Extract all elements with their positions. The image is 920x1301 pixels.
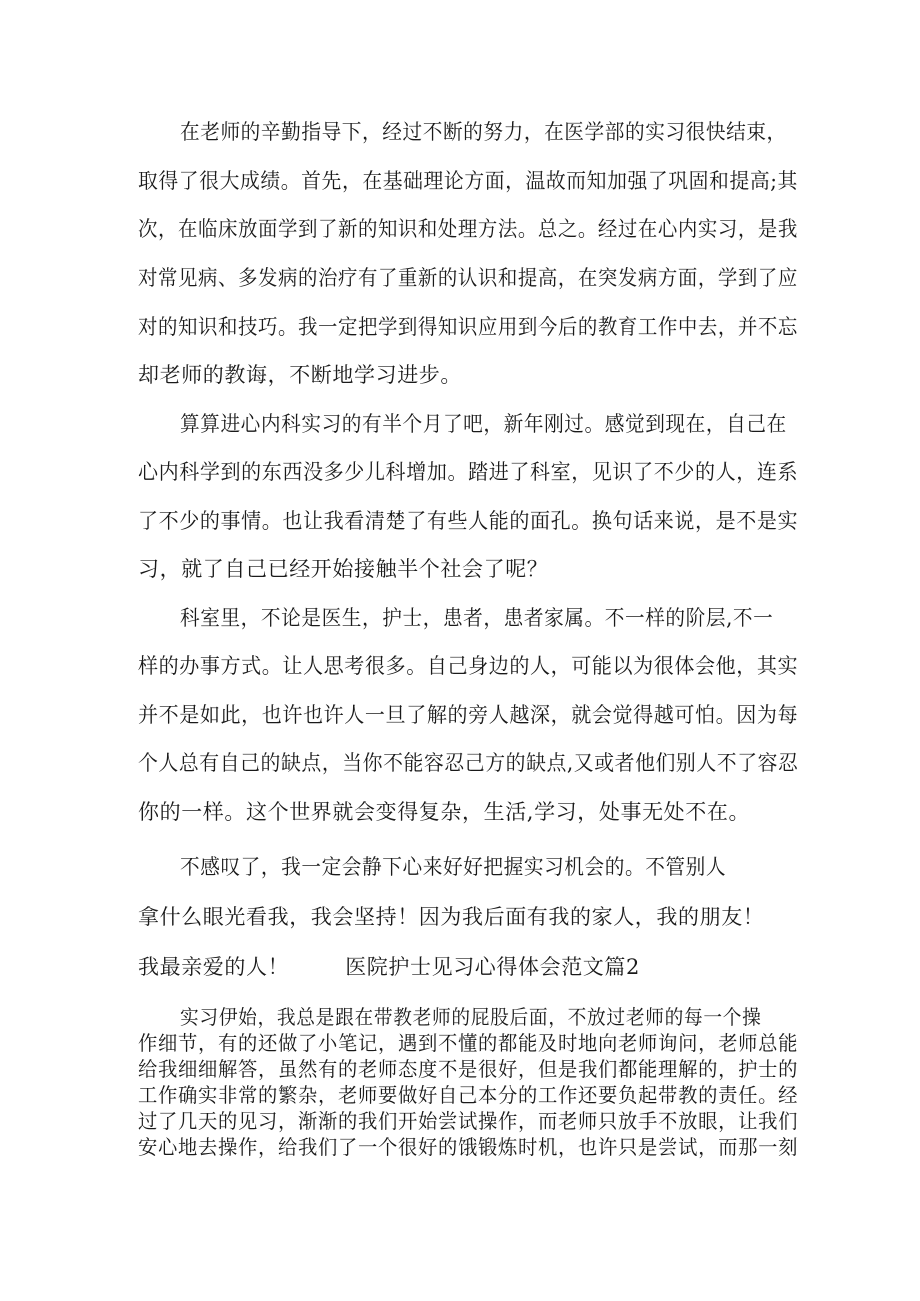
section-heading: 医院护士见习心得体会范文篇2 xyxy=(345,955,640,979)
paragraph-5-line-2: 作细节，有的还做了小笔记，遇到不懂的都能及时地向老师询问，老师总能 xyxy=(138,1031,799,1055)
paragraph-1-line-3: 次，在临床放面学到了新的知识和处理方法。总之。经过在心内实习，是我 xyxy=(138,217,798,241)
paragraph-5-line-6: 安心地去操作，给我们了一个很好的饿锻炼时机，也许只是尝试，而那一刻 xyxy=(138,1135,799,1159)
closing-text: 我最亲爱的人！ xyxy=(138,955,290,979)
paragraph-2-line-4: 习，就了自己已经开始接触半个社会了呢？ xyxy=(138,557,549,581)
paragraph-1-line-2: 取得了很大成绩。首先，在基础理论方面，温故而知加强了巩固和提高;其 xyxy=(138,169,798,193)
paragraph-1-line-5: 对的知识和技巧。我一定把学到得知识应用到今后的教育工作中去，并不忘 xyxy=(138,315,798,339)
paragraph-3-line-4: 个人总有自己的缺点，当你不能容忍己方的缺点,又或者他们别人不了容忍 xyxy=(138,751,799,775)
paragraph-2-line-2: 心内科学到的东西没多少儿科增加。踏进了科室，见识了不少的人，连系 xyxy=(138,460,799,484)
closing-and-heading-line xyxy=(138,953,798,981)
paragraph-4-line-2: 拿什么眼光看我，我会坚持！因为我后面有我的家人，我的朋友！ xyxy=(138,905,765,929)
paragraph-1-line-4: 对常见病、多发病的治疗有了重新的认识和提高，在突发病方面，学到了应 xyxy=(138,266,798,290)
paragraph-5-line-3: 给我细细解答，虽然有的老师态度不是很好，但是我们都能理解的，护士的 xyxy=(138,1057,799,1081)
paragraph-3-line-1: 科室里，不论是医生，护士，患者，患者家属。不一样的阶层,不一 xyxy=(180,606,774,630)
paragraph-2-line-3: 了不少的事情。也让我看清楚了有些人能的面孔。换句话来说，是不是实 xyxy=(138,509,799,533)
paragraph-5-line-1: 实习伊始，我总是跟在带教老师的屁股后面，不放过老师的每一个操 xyxy=(180,1005,762,1029)
paragraph-5-line-4: 工作确实非常的繁杂，老师要做好自己本分的工作还要负起带教的责任。经 xyxy=(138,1083,799,1107)
paragraph-4-line-1: 不感叹了，我一定会静下心来好好把握实习机会的。不管别人 xyxy=(180,855,727,879)
paragraph-1-line-1: 在老师的辛勤指导下，经过不断的努力，在医学部的实习很快结束， xyxy=(180,120,787,144)
paragraph-2-line-1: 算算进心内科实习的有半个月了吧，新年刚过。感觉到现在，自己在 xyxy=(180,412,787,436)
paragraph-3-line-5: 你的一样。这个世界就会变得复杂，生活,学习，处事无处不在。 xyxy=(138,800,751,824)
paragraph-3-line-3: 并不是如此，也许也许人一旦了解的旁人越深，就会觉得越可怕。因为每 xyxy=(138,703,799,727)
paragraph-5-line-5: 过了几天的见习，渐渐的我们开始尝试操作，而老师只放手不放眼，让我们 xyxy=(138,1109,799,1133)
paragraph-3-line-2: 样的办事方式。让人思考很多。自己身边的人，可能以为很体会他，其实 xyxy=(138,654,799,678)
paragraph-1-line-6: 却老师的教诲，不断地学习进步。 xyxy=(138,363,462,387)
